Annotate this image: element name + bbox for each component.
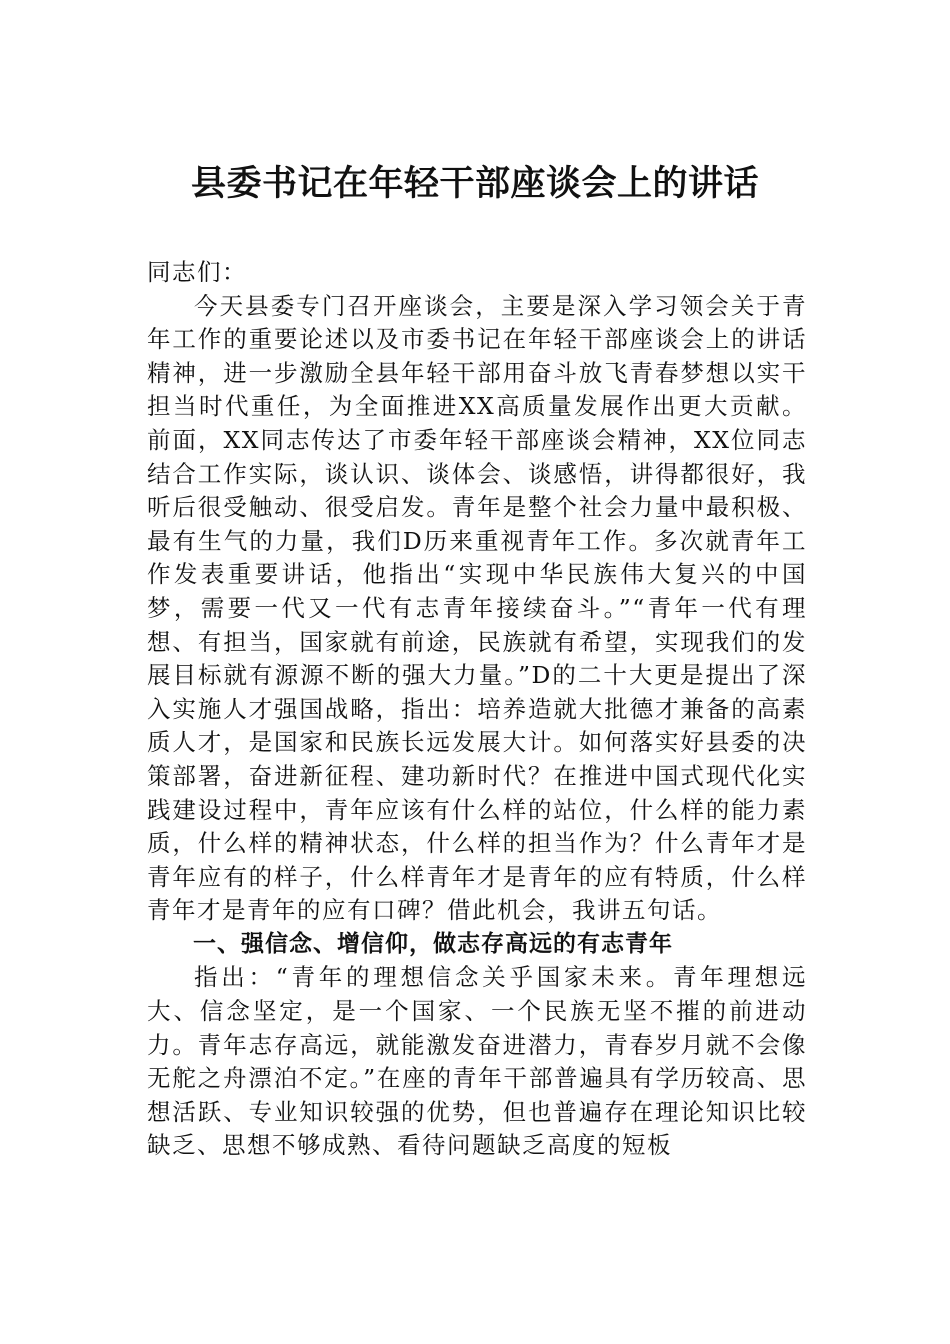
document-title: 县委书记在年轻干部座谈会上的讲话 — [190, 163, 759, 204]
paragraph-intro: 今天县委专门召开座谈会，主要是深入学习领会关于青年工作的重要论述以及市委书记在年轻干部座谈会上的讲话精神，进一步激励全县年轻干部用奋斗放飞青春梦想以实干担当时代重任，为全面推进XX高质量发展作出更大贡献。前面，XX同志传达了市委年轻干部座谈会精神，XX位同志结合工作实际，谈认识、谈体会、谈感悟，讲得都很好，我听后很受触动、很受启发。青年是整个社会力量中最积极、最有生气的力量，我们D历来重视青年工作。多次就青年工作发表重要讲话，他指出“实现中华民族伟大复兴的中国梦，需要一代又一代有志青年接续奋斗。”“青年一代有理想、有担当，国家就有前途，民族就有希望，实现我们的发展目标就有源源不断的强大力量。”D的二十大更是提出了深入实施人才强国战略，指出：培养造就大批德才兼备的高素质人才，是国家和民族长远发展大计。如何落实好县委的决策部署，奋进新征程、建功新时代？在推进中国式现代化实践建设过程中，青年应该有什么样的站位，什么样的能力素质，什么样的精神状态，什么样的担当作为？什么青年才是青年应有的样子，什么样青年才是青年的应有特质，什么样青年才是青年的应有口碑？借此机会，我讲五句话。 — [147, 291, 807, 925]
section-heading-1: 一、强信念、增信仰，做志存高远的有志青年 — [193, 930, 673, 957]
paragraph-section-1: 指出：“青年的理想信念关乎国家未来。青年理想远大、信念坚定，是一个国家、一个民族无坚不摧的前进动力。青年志存高远，就能激发奋进潜力，青春岁月就不会像无舵之舟漂泊不定。”在座的青年干部普遍具有学历较高、思想活跃、专业知识较强的优势，但也普遍存在理论知识比较缺乏、思想不够成熟、看待问题缺乏高度的短板 — [147, 963, 807, 1160]
document-body — [147, 256, 807, 1163]
salutation: 同志们： — [147, 258, 247, 286]
